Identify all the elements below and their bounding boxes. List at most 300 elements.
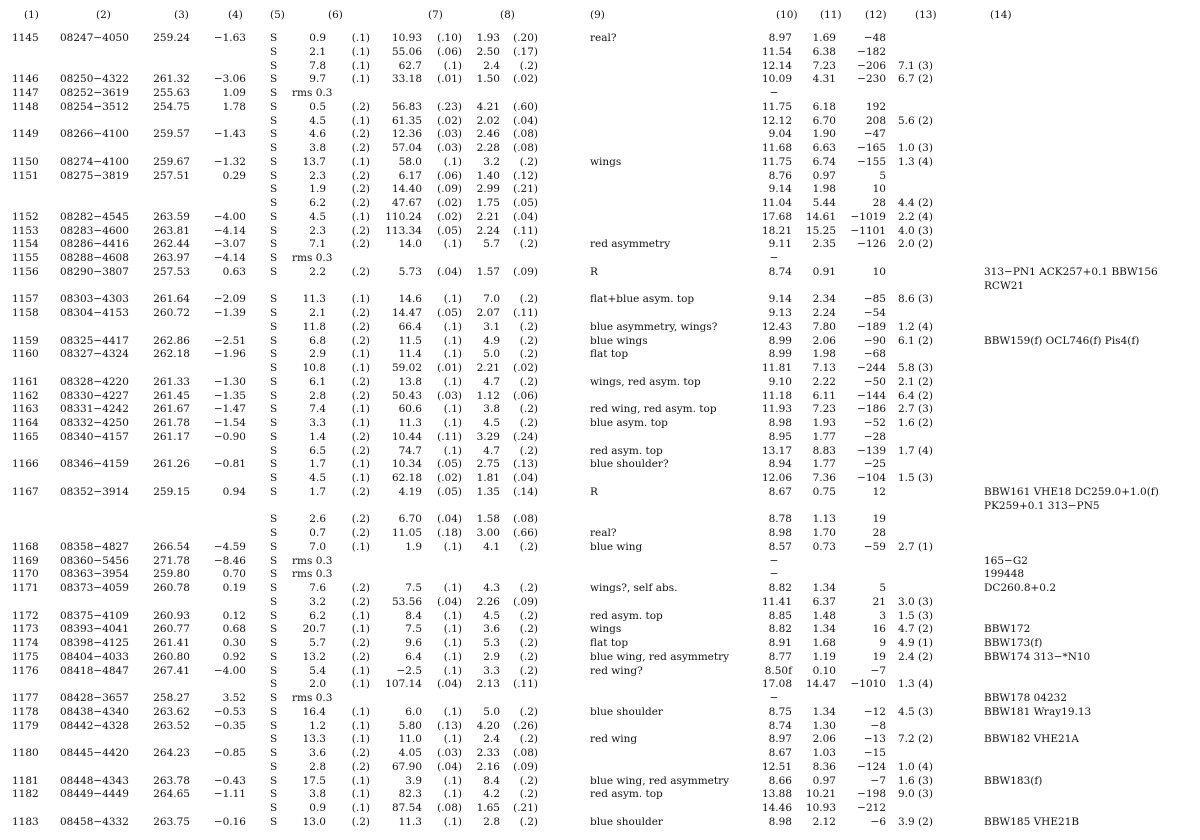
cell-c14: BBW183(f) <box>984 774 1043 787</box>
cell-c7: −2.5 <box>396 664 422 677</box>
cell-c4: −3.06 <box>213 73 246 86</box>
cell-c7e: (.02) <box>437 210 462 223</box>
cell-c10: 8.99 <box>768 334 792 347</box>
cell-c5: S <box>270 513 278 526</box>
cell-c5: S <box>270 760 278 773</box>
table-row <box>0 348 1200 361</box>
cell-c3: 261.45 <box>153 389 190 402</box>
table-row <box>0 761 1200 774</box>
cell-c6: 17.5 <box>302 774 326 787</box>
cell-c5: S <box>270 637 278 649</box>
cell-c8: 4.21 <box>476 100 500 113</box>
cell-c1: 1170 <box>12 568 39 581</box>
cell-c3: 263.59 <box>153 210 190 223</box>
cell-c7e: (.1) <box>443 705 462 718</box>
cell-c8e: (.21) <box>513 802 538 814</box>
cell-c8e: (.04) <box>513 114 538 127</box>
cell-c6e: (.2) <box>351 100 370 113</box>
cell-c11: 1.19 <box>812 650 836 663</box>
cell-c4: 0.92 <box>222 650 246 663</box>
cell-c10: 14.46 <box>761 802 792 814</box>
cell-c7: 56.83 <box>391 100 422 113</box>
cell-c7e: (.05) <box>437 458 462 471</box>
cell-c7e: (.1) <box>443 320 462 333</box>
cell-c7: 6.70 <box>398 513 422 526</box>
cell-c11: 14.47 <box>805 678 836 691</box>
cell-c8: 7.0 <box>483 293 500 306</box>
table-row <box>0 376 1200 389</box>
cell-c6e: (.2) <box>351 815 370 828</box>
cell-c7: 10.93 <box>391 32 422 44</box>
cell-c12: −244 <box>857 362 886 374</box>
cell-c1: 1153 <box>12 224 39 237</box>
cell-c13: 8.6 (3) <box>898 293 933 306</box>
cell-c6: 1.9 <box>309 183 326 196</box>
cell-c1: 1176 <box>12 664 39 677</box>
cell-c8e: (.2) <box>519 334 538 347</box>
cell-c8: 3.3 <box>483 664 500 677</box>
cell-c4: −0.35 <box>213 719 246 732</box>
cell-c1: 1162 <box>12 389 39 402</box>
table-row <box>0 431 1200 444</box>
table-row <box>0 692 1200 705</box>
cell-c10: 8.74 <box>768 719 792 732</box>
cell-c6: 3.6 <box>309 747 326 759</box>
cell-c4: 1.09 <box>222 87 246 99</box>
cell-c7: 58.0 <box>398 155 422 168</box>
table-row <box>0 307 1200 320</box>
cell-c1: 1148 <box>12 100 39 113</box>
cell-c12: −50 <box>863 375 886 388</box>
cell-c13: 1.3 (4) <box>898 678 933 691</box>
cell-c11: 2.12 <box>812 815 836 828</box>
cell-c7e: (.03) <box>437 747 462 759</box>
cell-c6: 13.0 <box>302 815 326 828</box>
cell-c8: 4.1 <box>483 540 500 553</box>
cell-c5: S <box>270 664 278 677</box>
cell-c4: −2.09 <box>213 293 246 306</box>
cell-c4: −4.14 <box>213 224 246 237</box>
cell-c9: wings <box>590 623 622 636</box>
cell-c12: −182 <box>857 45 886 58</box>
column-header: (1) <box>24 9 39 21</box>
table-row <box>0 60 1200 73</box>
cell-c6: 16.4 <box>302 705 326 718</box>
cell-c12: −104 <box>857 472 886 484</box>
cell-c7: 61.35 <box>391 114 422 127</box>
table-row <box>0 513 1200 526</box>
cell-c10: 8.85 <box>768 609 792 622</box>
cell-c5: S <box>270 417 278 429</box>
cell-c8e: (.08) <box>513 142 538 154</box>
cell-c9: red wing <box>590 733 638 746</box>
cell-c10: 11.68 <box>761 142 792 154</box>
table-row <box>0 142 1200 155</box>
cell-c8: 1.35 <box>476 485 500 498</box>
cell-c4: −4.14 <box>213 252 246 264</box>
cell-c6e: (.1) <box>351 73 370 86</box>
cell-c13: 2.1 (2) <box>898 375 933 388</box>
cell-c11: 1.70 <box>812 527 836 539</box>
cell-c7e: (.01) <box>437 362 462 374</box>
cell-c8: 4.7 <box>483 444 500 457</box>
cell-c8: 4.9 <box>483 334 500 347</box>
cell-c6: 1.2 <box>309 719 326 732</box>
cell-c5: S <box>270 210 278 223</box>
cell-c11: 6.38 <box>812 45 836 58</box>
cell-c12: −1019 <box>850 210 886 223</box>
cell-c6: 5.4 <box>309 664 326 677</box>
cell-c6e: (.1) <box>351 678 370 691</box>
column-header: (3) <box>174 9 189 21</box>
cell-c6e: (.1) <box>351 802 370 814</box>
cell-c5: S <box>270 472 278 484</box>
cell-c7: 7.5 <box>405 582 422 594</box>
cell-c10: 8.67 <box>768 747 792 759</box>
column-header: (10) <box>776 9 798 21</box>
cell-c13: 2.7 (3) <box>898 403 933 416</box>
cell-c7: 13.8 <box>398 375 422 388</box>
cell-c2: 08325−4417 <box>60 334 129 347</box>
cell-c7: 60.6 <box>398 403 422 416</box>
cell-c3: 261.41 <box>153 637 190 649</box>
cell-c1: 1172 <box>12 609 39 622</box>
cell-c8e: (.04) <box>513 472 538 484</box>
column-header-row <box>0 9 1200 22</box>
cell-c6: 7.8 <box>309 59 326 72</box>
cell-c13: 7.1 (3) <box>898 59 933 72</box>
cell-c12: −15 <box>863 747 886 759</box>
cell-c11: 2.35 <box>812 238 836 251</box>
cell-c12: 19 <box>872 513 886 526</box>
table-row <box>0 610 1200 623</box>
cell-c9: wings, red asym. top <box>590 375 701 388</box>
cell-c7e: (.1) <box>443 293 462 306</box>
column-header: (12) <box>865 9 887 21</box>
cell-c5: S <box>270 527 278 539</box>
cell-c3: 255.63 <box>153 87 190 99</box>
cell-c10: 8.97 <box>768 733 792 746</box>
cell-c8: 3.8 <box>483 403 500 416</box>
cell-c10: 9.14 <box>768 293 792 306</box>
cell-c11: 10.93 <box>805 802 836 814</box>
cell-c3: 260.80 <box>153 650 190 663</box>
cell-c6: 11.3 <box>302 293 326 306</box>
table-row <box>0 335 1200 348</box>
cell-c8: 4.5 <box>483 609 500 622</box>
cell-c8e: (.2) <box>519 293 538 306</box>
cell-c11: 0.10 <box>812 664 836 677</box>
cell-c7e: (.1) <box>443 238 462 251</box>
cell-c2: 08286−4416 <box>60 238 129 251</box>
cell-c4: −0.16 <box>213 815 246 828</box>
cell-c6e: (.1) <box>351 664 370 677</box>
cell-c11: 6.63 <box>812 142 836 154</box>
cell-c13: 1.5 (3) <box>898 472 933 484</box>
table-row <box>0 445 1200 458</box>
cell-c11: 2.24 <box>812 307 836 319</box>
cell-c12: −186 <box>857 403 886 416</box>
cell-c11: 1.13 <box>812 513 836 526</box>
cell-c13: 1.6 (3) <box>898 774 933 787</box>
cell-c10: 11.81 <box>761 362 792 374</box>
table-row <box>0 651 1200 664</box>
cell-c8e: (.2) <box>519 733 538 746</box>
cell-c12: −189 <box>857 320 886 333</box>
table-row <box>0 321 1200 334</box>
cell-c13: 2.2 (4) <box>898 210 933 223</box>
cell-c10: 11.93 <box>761 403 792 416</box>
cell-c1: 1145 <box>12 32 39 44</box>
cell-c10: 8.50f <box>764 664 792 677</box>
cell-c6e: (.1) <box>351 623 370 636</box>
cell-c10: 12.12 <box>761 114 792 127</box>
cell-c6e: (.1) <box>351 32 370 44</box>
cell-c2: 08332−4250 <box>60 417 129 429</box>
cell-c4: 1.78 <box>222 100 246 113</box>
cell-c6: 3.3 <box>309 417 326 429</box>
cell-c7: 11.0 <box>398 733 422 746</box>
cell-c10: − <box>769 252 779 264</box>
cell-c7e: (.03) <box>437 142 462 154</box>
cell-c8: 2.02 <box>476 114 500 127</box>
cell-c6: 2.2 <box>309 265 326 278</box>
cell-c4: −1.96 <box>213 348 246 361</box>
cell-c8e: (.2) <box>519 238 538 251</box>
cell-c7e: (.03) <box>437 389 462 402</box>
cell-c5: S <box>270 403 278 416</box>
cell-c3: 263.81 <box>153 224 190 237</box>
column-header: (8) <box>500 9 515 21</box>
cell-c8e: (.20) <box>513 32 538 44</box>
cell-c10: 11.04 <box>761 197 792 209</box>
cell-c2: 08328−4220 <box>60 375 129 388</box>
table-row <box>0 458 1200 471</box>
cell-c9: wings <box>590 155 622 168</box>
cell-c11: 1.98 <box>812 183 836 196</box>
table-row <box>0 637 1200 650</box>
cell-c11: 1.30 <box>812 719 836 732</box>
cell-c1: 1165 <box>12 430 39 443</box>
cell-c13: 1.6 (2) <box>898 417 933 429</box>
cell-c11: 8.83 <box>812 444 836 457</box>
cell-c11: 8.36 <box>812 760 836 773</box>
cell-c8e: (.2) <box>519 788 538 801</box>
cell-c9: blue wings <box>590 334 648 347</box>
cell-c11: 7.13 <box>812 362 836 374</box>
cell-c9: R <box>590 485 598 498</box>
cell-c12: −126 <box>857 238 886 251</box>
cell-c9: blue shoulder? <box>590 458 669 471</box>
cell-c6: 2.6 <box>309 513 326 526</box>
table-row <box>0 211 1200 224</box>
cell-c2: 08290−3807 <box>60 265 129 278</box>
cell-c9: flat+blue asym. top <box>590 293 695 306</box>
cell-c11: 0.97 <box>812 774 836 787</box>
cell-c13: 5.8 (3) <box>898 362 933 374</box>
cell-c8e: (.2) <box>519 417 538 429</box>
cell-c10: 9.04 <box>768 128 792 141</box>
cell-c12: −144 <box>857 389 886 402</box>
cell-c6e: (.1) <box>351 348 370 361</box>
cell-c12: −198 <box>857 788 886 801</box>
cell-c11: 0.97 <box>812 169 836 182</box>
cell-c5: S <box>270 252 278 264</box>
cell-c6e: (.2) <box>351 444 370 457</box>
cell-c6: 9.7 <box>309 73 326 86</box>
cell-c6e: (.2) <box>351 320 370 333</box>
cell-c4: −0.53 <box>213 705 246 718</box>
table-row <box>0 87 1200 100</box>
table-row <box>0 32 1200 45</box>
cell-c8: 2.46 <box>476 128 500 141</box>
cell-c6e: (.2) <box>351 582 370 594</box>
cell-c6: 2.3 <box>309 169 326 182</box>
cell-c9: blue wing, red asymmetry <box>590 650 730 663</box>
cell-c7e: (.1) <box>443 155 462 168</box>
table-row <box>0 156 1200 169</box>
cell-c11: 1.69 <box>812 32 836 44</box>
cell-c8e: (.2) <box>519 320 538 333</box>
cell-c2: 08330−4227 <box>60 389 129 402</box>
cell-c9: red asym. top <box>590 444 663 457</box>
cell-c5: S <box>270 444 278 457</box>
cell-c6: 3.8 <box>309 142 326 154</box>
cell-c7: 67.90 <box>391 760 422 773</box>
cell-c6: 7.0 <box>309 540 326 553</box>
cell-c5: S <box>270 334 278 347</box>
table-row <box>0 128 1200 141</box>
cell-c11: 1.34 <box>812 705 836 718</box>
cell-c3: 267.41 <box>153 664 190 677</box>
table-row <box>0 183 1200 196</box>
cell-c8: 2.99 <box>476 183 500 196</box>
cell-c13: 2.0 (2) <box>898 238 933 251</box>
cell-c2: 08358−4827 <box>60 540 129 553</box>
cell-c2: 08275−3819 <box>60 169 129 182</box>
cell-c6e: (.1) <box>351 540 370 553</box>
cell-c7: 3.9 <box>405 774 422 787</box>
cell-c8e: (.06) <box>513 389 538 402</box>
cell-c1: 1181 <box>12 774 39 787</box>
cell-c6: rms 0.3 <box>292 692 333 704</box>
cell-c7e: (.04) <box>437 760 462 773</box>
cell-c6: 3.2 <box>309 595 326 608</box>
cell-c1: 1178 <box>12 705 39 718</box>
cell-c3: 263.62 <box>153 705 190 718</box>
cell-c5: S <box>270 733 278 746</box>
cell-c14: PK259+0.1 313−PN5 <box>984 499 1100 512</box>
cell-c6: 4.5 <box>309 472 326 484</box>
cell-c5: S <box>270 705 278 718</box>
cell-c7e: (.06) <box>437 45 462 58</box>
cell-c14: BBW181 Wray19.13 <box>984 705 1092 718</box>
cell-c8: 4.20 <box>476 719 500 732</box>
cell-c8: 1.93 <box>476 32 500 44</box>
cell-c3: 259.15 <box>153 485 190 498</box>
cell-c7: 62.7 <box>398 59 422 72</box>
cell-c12: 28 <box>872 527 886 539</box>
cell-c7: 14.6 <box>398 293 422 306</box>
cell-c6e: (.2) <box>351 527 370 539</box>
cell-c5: S <box>270 678 278 691</box>
cell-c1: 1155 <box>12 252 39 264</box>
cell-c4: −0.85 <box>213 747 246 759</box>
cell-c8e: (.2) <box>519 375 538 388</box>
cell-c1: 1150 <box>12 155 39 168</box>
cell-c7: 110.24 <box>385 210 422 223</box>
cell-c6: 6.1 <box>309 375 326 388</box>
cell-c12: −6 <box>870 815 886 828</box>
cell-c6e: (.1) <box>351 609 370 622</box>
table-row <box>0 775 1200 788</box>
cell-c8: 1.50 <box>476 73 500 86</box>
cell-c6: 6.2 <box>309 197 326 209</box>
cell-c6: 4.5 <box>309 114 326 127</box>
cell-c11: 1.90 <box>812 128 836 141</box>
cell-c5: S <box>270 375 278 388</box>
cell-c12: −165 <box>857 142 886 154</box>
cell-c7: 9.6 <box>405 637 422 649</box>
cell-c6: 2.8 <box>309 760 326 773</box>
cell-c7e: (.05) <box>437 224 462 237</box>
cell-c4: −1.32 <box>213 155 246 168</box>
cell-c2: 08398−4125 <box>60 637 129 649</box>
cell-c5: S <box>270 774 278 787</box>
cell-c6: 6.2 <box>309 609 326 622</box>
cell-c7: 12.36 <box>391 128 422 141</box>
column-header: (4) <box>228 9 243 21</box>
cell-c3: 262.44 <box>153 238 190 251</box>
table-row <box>0 706 1200 719</box>
cell-c9: blue wing, red asymmetry <box>590 774 730 787</box>
cell-c10: 8.67 <box>768 485 792 498</box>
cell-c7: 11.3 <box>398 815 422 828</box>
cell-c10: 9.14 <box>768 183 792 196</box>
table-row <box>0 417 1200 430</box>
cell-c2: 08449−4449 <box>60 788 129 801</box>
cell-c8e: (.11) <box>513 678 538 691</box>
cell-c9: red asym. top <box>590 788 663 801</box>
cell-c4: 0.63 <box>222 265 246 278</box>
cell-c6e: (.2) <box>351 595 370 608</box>
cell-c9: R <box>590 265 598 278</box>
cell-c11: 7.23 <box>812 59 836 72</box>
cell-c12: −48 <box>863 32 886 44</box>
cell-c8: 5.3 <box>483 637 500 649</box>
cell-c4: −1.47 <box>213 403 246 416</box>
cell-c8: 1.58 <box>476 513 500 526</box>
cell-c3: 260.77 <box>153 623 190 636</box>
cell-c13: 6.1 (2) <box>898 334 933 347</box>
cell-c12: −212 <box>857 802 886 814</box>
cell-c7: 113.34 <box>385 224 422 237</box>
cell-c11: 0.91 <box>812 265 836 278</box>
cell-c9: real? <box>590 32 617 44</box>
cell-c8: 2.24 <box>476 224 500 237</box>
cell-c10: 11.18 <box>761 389 792 402</box>
cell-c10: 8.99 <box>768 348 792 361</box>
cell-c8e: (.2) <box>519 664 538 677</box>
cell-c10: 11.75 <box>761 100 792 113</box>
cell-c5: S <box>270 485 278 498</box>
cell-c14: BBW159(f) OCL746(f) Pis4(f) <box>984 334 1140 347</box>
cell-c6: 2.3 <box>309 224 326 237</box>
cell-c7e: (.1) <box>443 417 462 429</box>
cell-c8e: (.2) <box>519 348 538 361</box>
cell-c2: 08303−4303 <box>60 293 129 306</box>
cell-c10: 10.09 <box>761 73 792 86</box>
